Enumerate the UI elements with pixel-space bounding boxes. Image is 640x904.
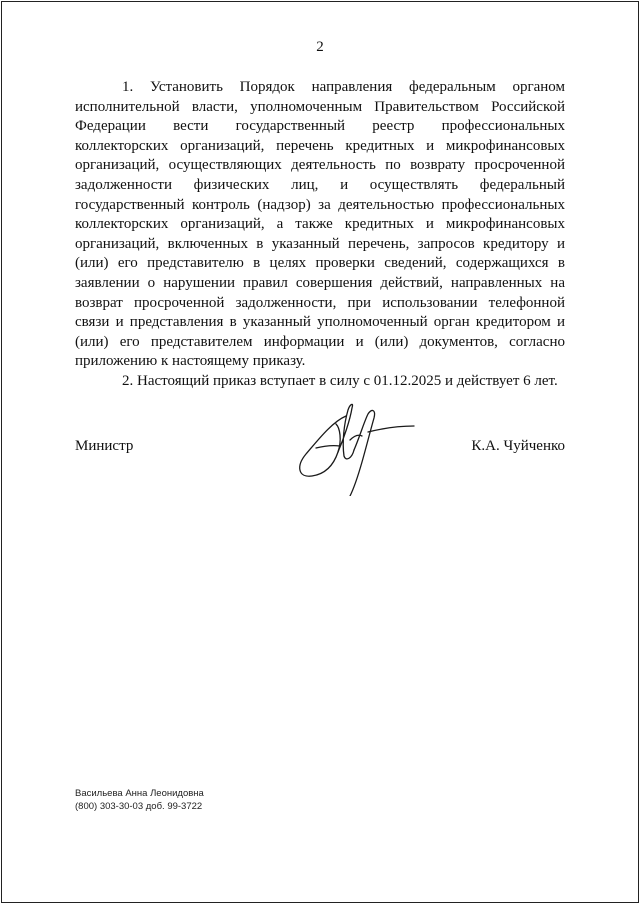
page-number: 2 (316, 39, 324, 55)
signatory-position: Министр (75, 438, 134, 454)
document-body (75, 78, 565, 392)
paragraph-2: 2. Настоящий приказ вступает в силу с 01.12.2025 и действует 6 лет. (122, 372, 558, 389)
executor-name: Васильева Анна Леонидовна (75, 788, 204, 799)
signatory-name: К.А. Чуйченко (471, 438, 565, 454)
executor-footer (75, 787, 204, 813)
executor-phone: (800) 303-30-03 доб. 99-3722 (75, 801, 203, 812)
paragraph-1: 1. Установить Порядок направления федеральным органом исполнительной власти, уполномоченным Правительством Российской Федерации вести государственный реестр профессиональных коллекторских организаций, перечень кредитных и микрофинансовых организаций, осуществляющих деятельность по возврату просроченной задолженности физических лиц, и осуществлять федеральный государственный контроль (надзор) за деятельностью профессиональных коллекторских организаций, а также кредитных и микрофинансовых организаций, включенных в указанный перечень, запросов кредитору и (или) его представителю в целях проверки сведений, содержащихся в заявлении о нарушении правил совершения действий, направленных на возврат просроченной задолженности, при использовании телефонной связи и представления в указанный уполномоченный орган кредитором и (или) его представителем информации и (или) документов, согласно приложению к настоящему приказу. (75, 79, 565, 370)
handwritten-signature (288, 396, 428, 496)
